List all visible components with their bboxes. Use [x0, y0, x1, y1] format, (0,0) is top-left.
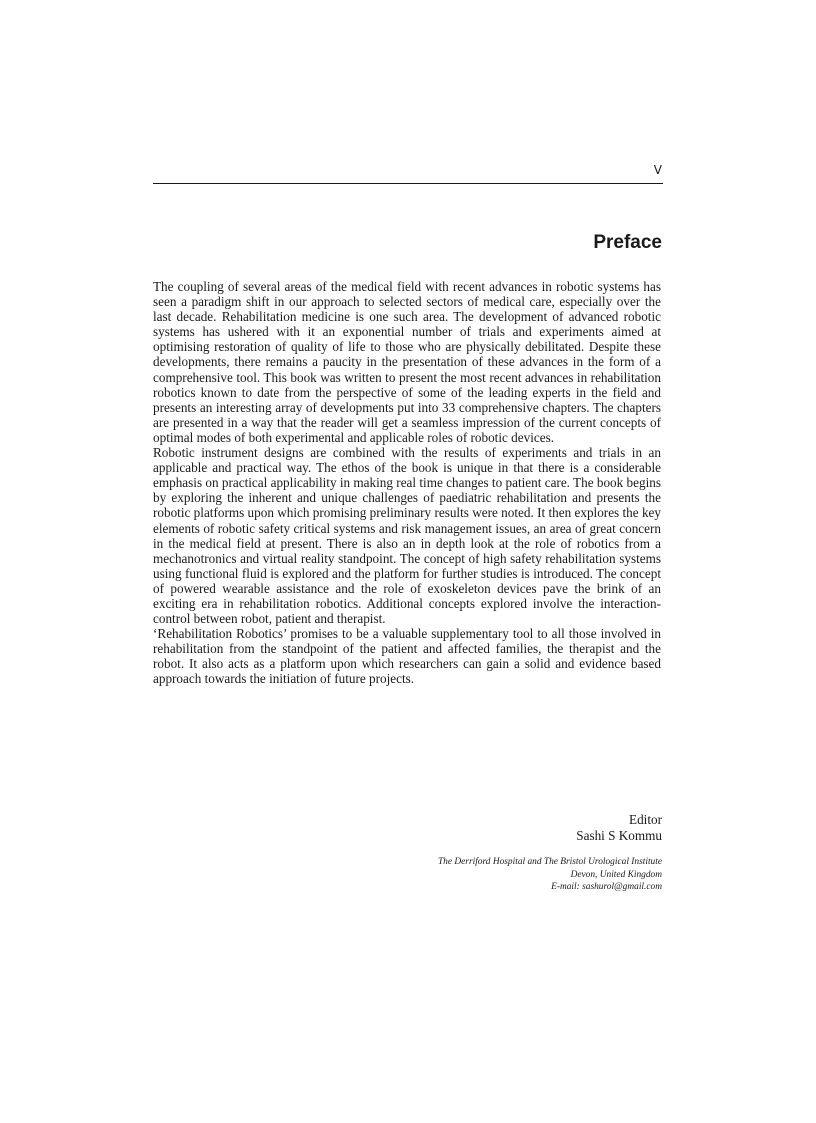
affiliation-block: [438, 856, 662, 894]
editor-role: Editor: [629, 812, 662, 827]
paragraph-2: Robotic instrument designs are combined with the results of experiments and trials in an applicable and practical way. The ethos of the book is unique in that there is a considerable emphasis on practical applicability in making real time changes to patient care. The book begins by exploring the inherent and unique challenges of paediatric rehabilitation and presents the robotic platforms upon which promising preliminary results were noted. It then explores the key elements of robotic safety critical systems and risk management issues, an area of great concern in the medical field at present. There is also an in depth look at the role of robotics from a mechanotronics and virtual reality standpoint. The concept of high safety rehabilitation systems using functional fluid is explored and the platform for further studies is introduced. The concept of powered wearable assistance and the role of exoskeleton devices pave the brink of an exciting era in rehabilitation robotics. Additional concepts explored involve the interaction-control between robot, patient and therapist.: [153, 445, 661, 627]
affiliation-institution: The Derriford Hospital and The Bristol Urological Institute: [437, 857, 662, 867]
signature-block: [576, 812, 662, 844]
paragraph-3: ‘Rehabilitation Robotics’ promises to be a valuable supplementary tool to all those involved in rehabilitation from the standpoint of the patient and affected families, the therapist and the robot. It also acts as a platform upon which researchers can gain a solid and evidence based approach towards the initiation of future projects.: [153, 626, 661, 687]
paragraph-1: The coupling of several areas of the medical field with recent advances in robotic systems has seen a paradigm shift in our approach to selected sectors of medical care, especially over the last decade. Rehabilitation medicine is one such area. The development of advanced robotic systems has ushered with it an exponential number of trials and experiments aimed at optimising restoration of quality of life to those who are physically debilitated. Despite these developments, there remains a paucity in the presentation of these advances in the form of a comprehensive tool. This book was written to present the most recent advances in rehabilitation robotics known to date from the perspective of some of the leading experts in the field and presents an interesting array of developments put into 33 comprehensive chapters. The chapters are presented in a way that the reader will get a seamless impression of the current concepts of optimal modes of both experimental and applicable roles of robotic devices.: [153, 279, 661, 445]
affiliation-email: E-mail: sashurol@gmail.com: [551, 882, 662, 892]
affiliation-location: Devon, United Kingdom: [570, 869, 662, 880]
page-number: V: [653, 163, 662, 177]
preface-body: [153, 279, 661, 687]
editor-name: Sashi S Kommu: [576, 828, 662, 843]
page-title: Preface: [593, 232, 662, 253]
header-rule: [153, 183, 663, 184]
